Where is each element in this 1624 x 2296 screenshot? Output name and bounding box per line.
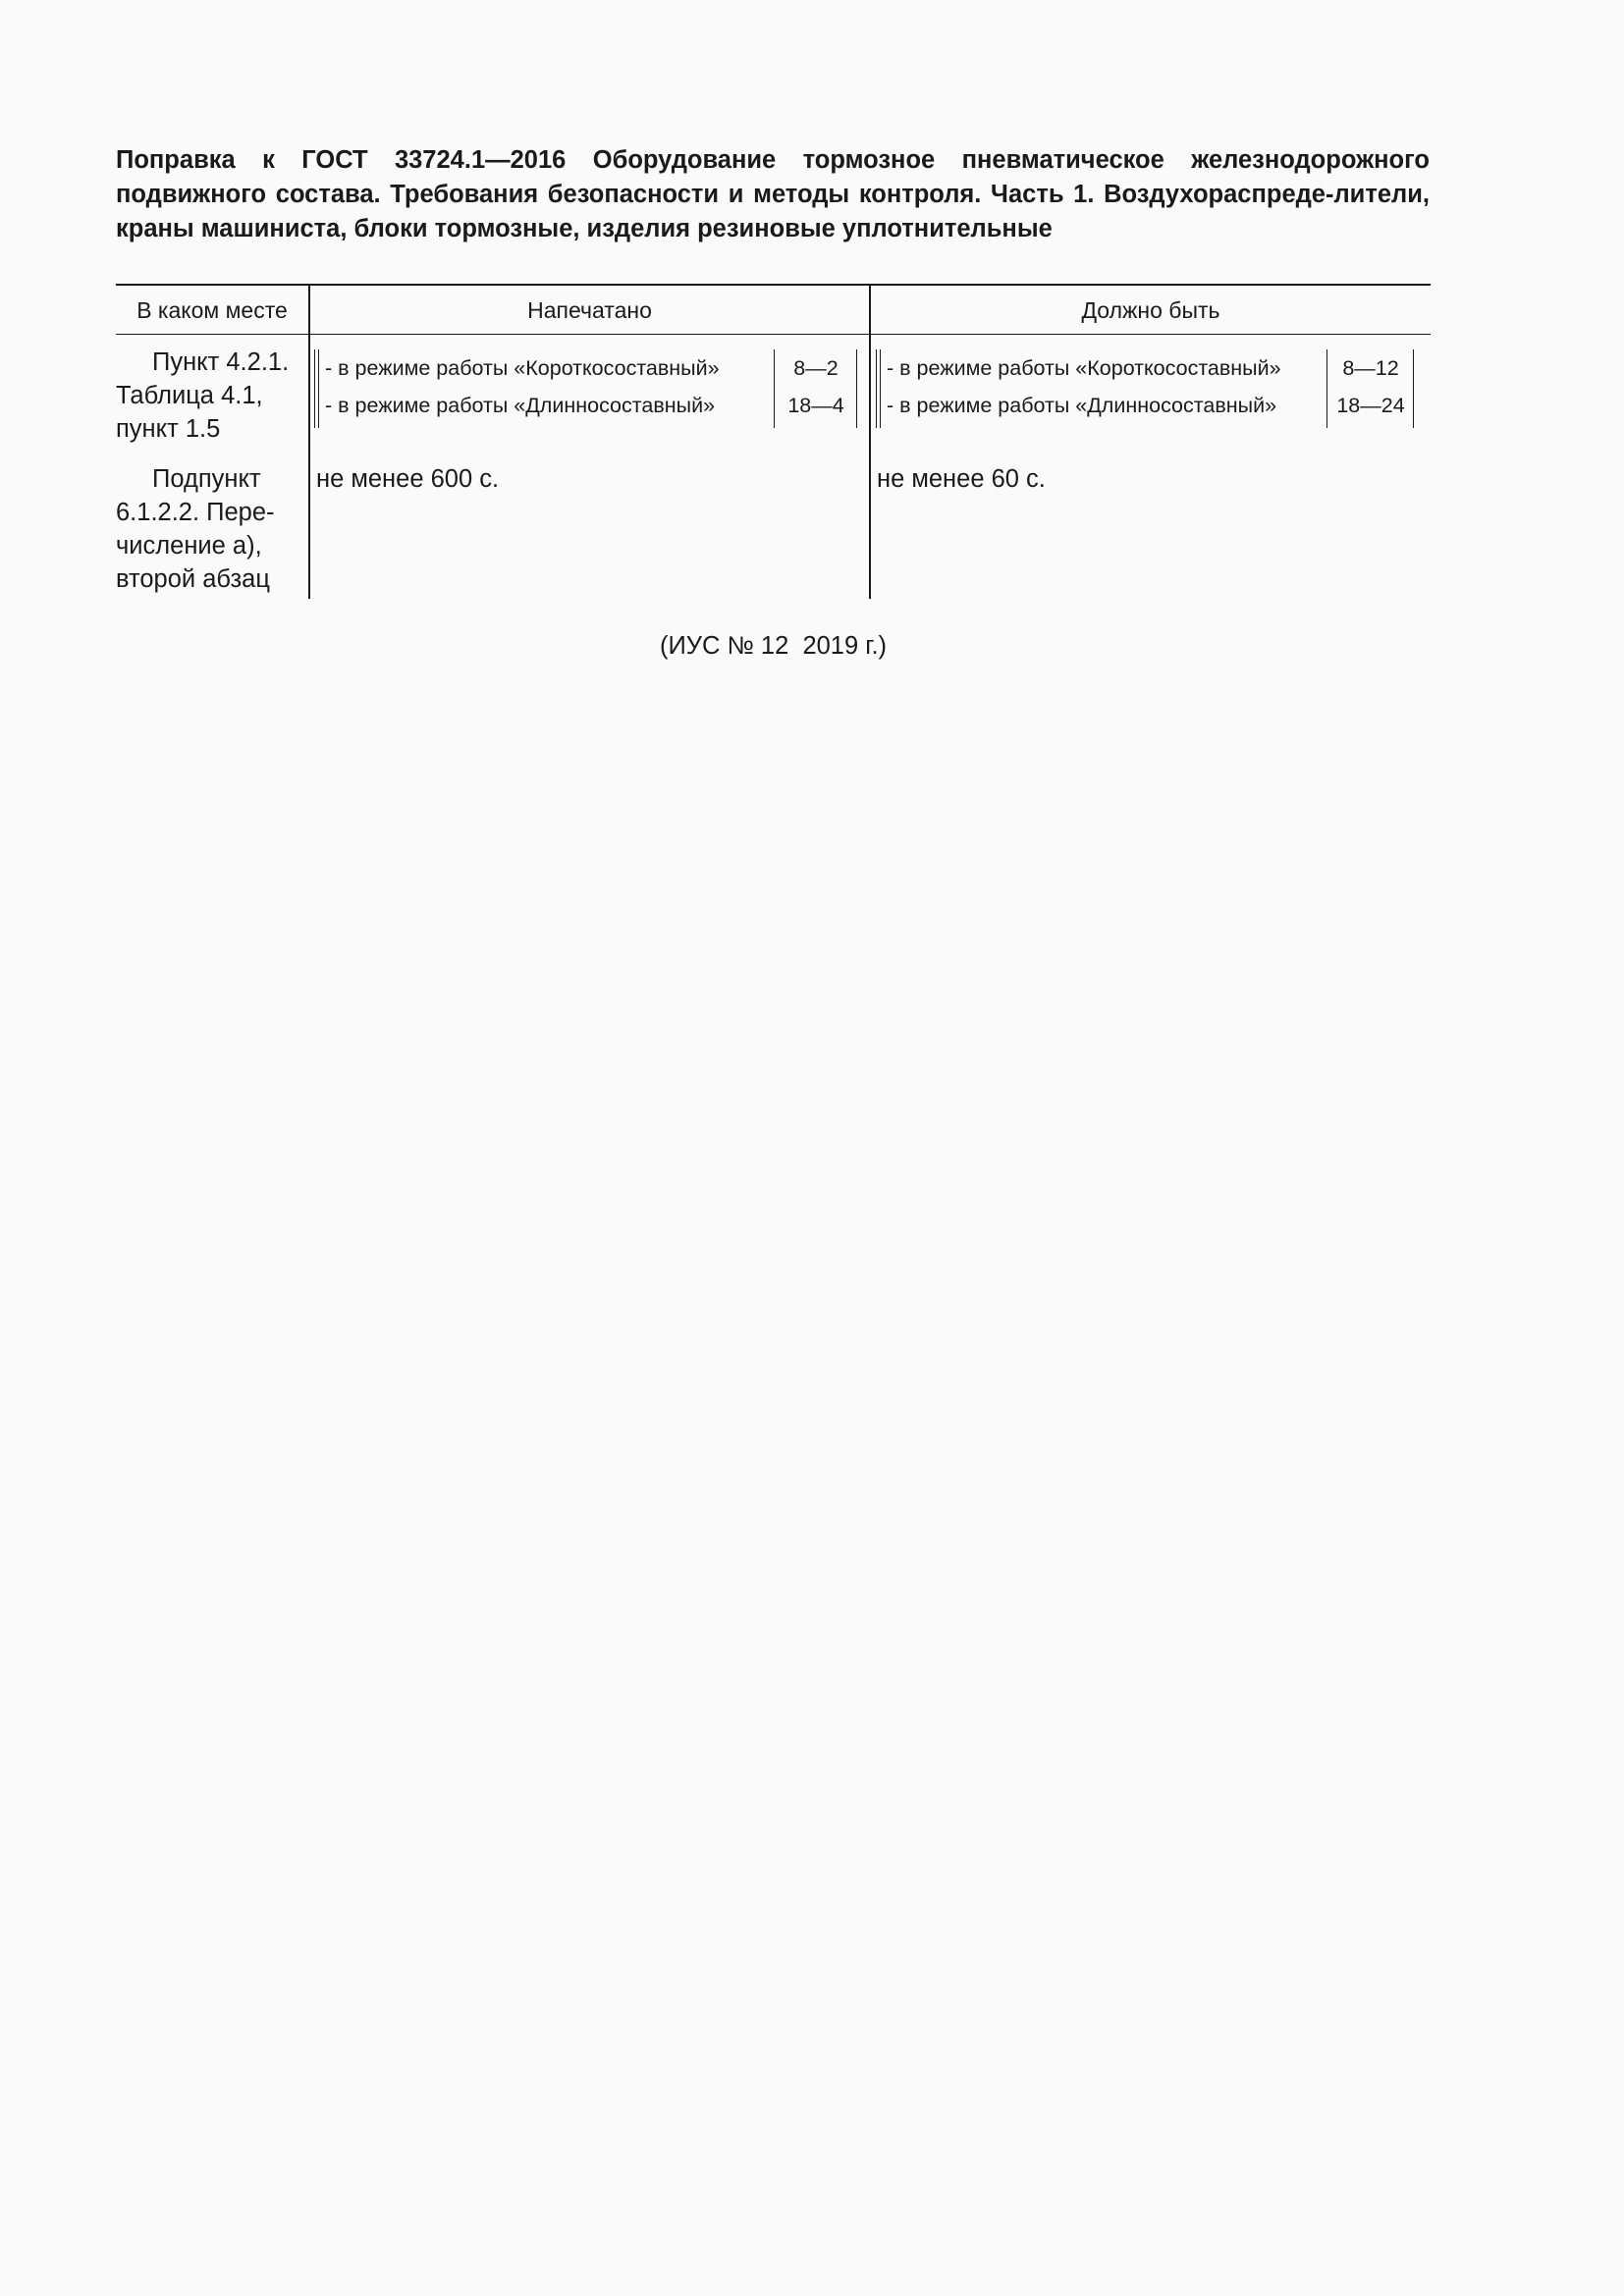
double-rule	[876, 349, 881, 428]
value-right-rule	[1413, 349, 1414, 428]
column-separator	[869, 285, 871, 599]
location-line: Пункт 4.2.1.	[152, 348, 290, 376]
mode-long: - в режиме работы «Длинносоставный»	[325, 394, 716, 417]
mode-short: - в режиме работы «Короткосоставный»	[887, 356, 1281, 380]
page-title: Поправка к ГОСТ 33724.1—2016 Оборудование тормозное пневматическое железнодорожного подвижного состава. Требования безопасности и методы контроля. Часть 1. Воздухораспреде-лители, краны машиниста, блоки тормозные, изделия резиновые уплотнительные	[116, 146, 1430, 242]
row2-location	[116, 462, 308, 596]
location-line: пункт 1.5	[116, 415, 221, 443]
value-short: 8—12	[1342, 356, 1399, 380]
row1-should-be-table	[876, 349, 1413, 428]
value-separator	[1326, 349, 1327, 428]
column-separator	[308, 285, 310, 599]
location-line: числение а),	[116, 532, 262, 560]
header-location: В каком месте	[136, 297, 288, 323]
value-long: 18—24	[1336, 394, 1405, 417]
value-separator	[774, 349, 775, 428]
table-top-rule	[116, 284, 1431, 286]
footer-note: (ИУС № 12 2019 г.)	[659, 632, 888, 660]
row1-printed-table	[314, 349, 856, 428]
value-short: 8—2	[793, 356, 839, 380]
location-line: второй абзац	[116, 565, 270, 593]
mode-short: - в режиме работы «Короткосоставный»	[325, 356, 720, 380]
location-line: 6.1.2.2. Пере-	[116, 499, 275, 526]
table-header-rule	[116, 334, 1431, 335]
double-rule	[314, 349, 319, 428]
location-line: Таблица 4.1,	[116, 382, 263, 409]
value-right-rule	[856, 349, 857, 428]
header-printed: Напечатано	[527, 297, 652, 323]
mode-long: - в режиме работы «Длинносоставный»	[887, 394, 1277, 417]
row2-should-be: не менее 60 с.	[877, 465, 1046, 493]
row2-printed: не менее 600 с.	[316, 465, 500, 493]
location-line: Подпункт	[152, 465, 261, 493]
header-should-be: Должно быть	[1081, 297, 1220, 323]
row1-location	[116, 346, 308, 446]
value-long: 18—4	[787, 394, 844, 417]
